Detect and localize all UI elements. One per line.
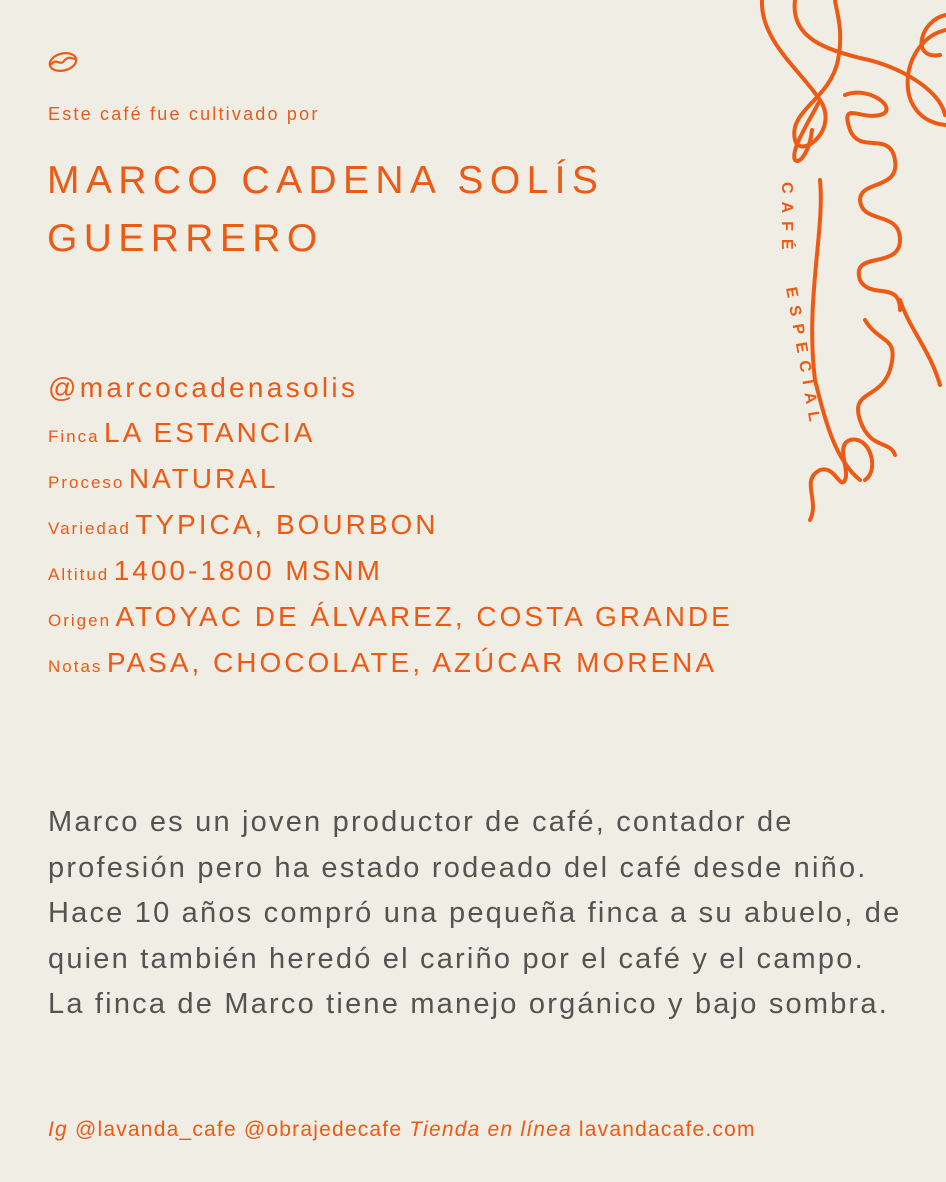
producer-handle: @marcocadenasolis	[48, 372, 359, 403]
website-link[interactable]: lavandacafe.com	[578, 1118, 756, 1141]
logo-stroke	[762, 0, 840, 146]
detail-label: Altitud	[48, 565, 110, 584]
detail-row-origen	[48, 594, 733, 640]
instagram-handle-obraje[interactable]: @obrajedecafe	[243, 1118, 403, 1141]
detail-label: Finca	[48, 427, 100, 446]
instagram-handle-lavanda[interactable]: @lavanda_cafe	[74, 1118, 237, 1141]
detail-row-variedad	[48, 502, 733, 548]
detail-value: NATURAL	[128, 463, 279, 494]
detail-label: Notas	[48, 657, 103, 676]
logo-cafe-text: CAFÉ	[778, 182, 795, 258]
logo-especial-text: ESPECIAL	[782, 285, 824, 431]
coffee-bean-icon	[47, 50, 79, 74]
producer-name: MARCO CADENA SOLÍS GUERRERO	[47, 159, 605, 260]
producer-bio: Marco es un joven productor de café, contador de profesión pero ha estado rodeado del café desde niño. Hace 10 años compró una pequeña finca a su abuelo, de quien también heredó el cariño por el café y el campo. La finca de Marco tiene manejo orgánico y bajo sombra.	[48, 806, 902, 1020]
detail-row-altitud	[48, 548, 733, 594]
detail-value: PASA, CHOCOLATE, AZÚCAR MORENA	[106, 647, 718, 678]
instagram-label: Ig	[48, 1118, 68, 1141]
detail-label: Proceso	[48, 473, 125, 492]
intro-text: Este café fue cultivado por	[48, 104, 320, 124]
detail-value: LA ESTANCIA	[104, 417, 316, 448]
detail-value: ATOYAC DE ÁLVAREZ, COSTA GRANDE	[115, 601, 733, 632]
detail-row-proceso	[48, 456, 733, 502]
detail-value: 1400-1800 MSNM	[113, 555, 383, 586]
detail-value: TYPICA, BOURBON	[135, 509, 439, 540]
footer	[48, 1118, 756, 1142]
shop-label: Tienda en línea	[409, 1118, 572, 1141]
detail-row-finca	[48, 410, 733, 456]
detail-label: Variedad	[48, 519, 131, 538]
detail-row-notas	[48, 640, 733, 686]
lavanda-logo	[740, 0, 946, 540]
detail-label: Origen	[48, 611, 112, 630]
coffee-details	[48, 366, 733, 686]
